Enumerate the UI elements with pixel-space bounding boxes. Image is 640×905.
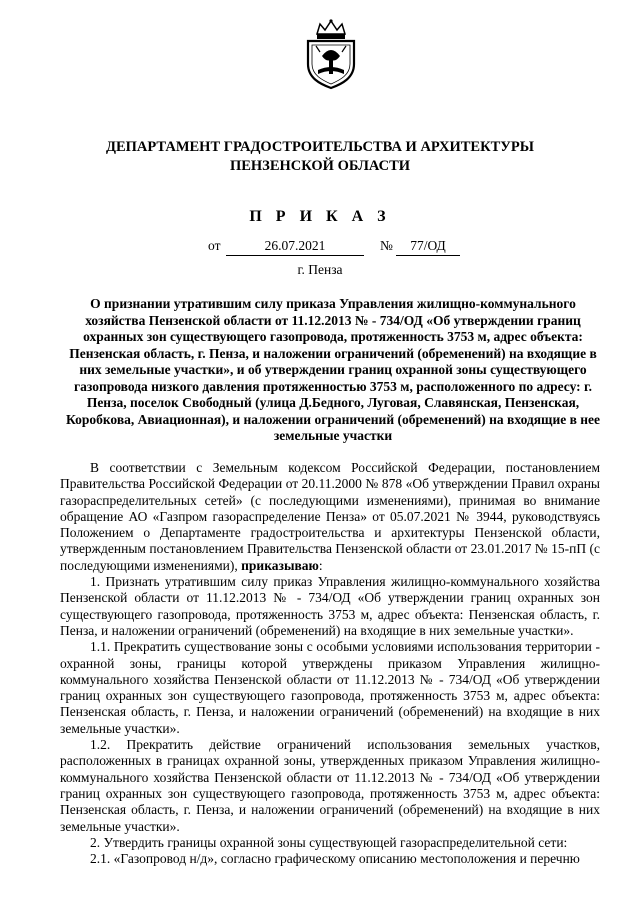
preamble-paragraph — [60, 460, 600, 574]
order-body — [60, 460, 600, 867]
department-line-1: ДЕПАРТАМЕНТ ГРАДОСТРОИТЕЛЬСТВА И АРХИТЕКТУРЫ — [105, 139, 535, 155]
paragraph-2-1: 2.1. «Газопровод н/д», согласно графическому описанию местоположения и перечню — [90, 851, 580, 867]
order-date-number-line — [0, 238, 640, 258]
order-number: 77/ОД — [396, 238, 460, 256]
coat-of-arms-icon — [300, 18, 362, 90]
order-subject: О признании утратившим силу приказа Управления жилищно-коммунального хозяйства Пензенской области от 11.12.2013 № - 734/ОД «Об утверждении границ охранных зон существующего газопровода, протяженность 3753 м, адрес объекта: Пензенская область, г. Пенза, и наложении ограничений (обременений) на входящие в них земельные участки», и об утверждении границ охранной зоны существующего газопровода низкого давления протяженностью 3753 м, расположенного по адресу: г. Пенза, поселок Свободный (улица Д.Бедного, Луговая, Славянская, Пензенская, Коробкова, Авиационная), и наложении ограничений (обременений) на входящие в нее земельные участки — [65, 296, 601, 443]
order-date-label: от — [208, 238, 221, 253]
order-number-label: № — [380, 238, 393, 253]
department-name — [0, 138, 640, 176]
paragraph-1: 1. Признать утратившим силу приказ Управления жилищно-коммунального хозяйства Пензенской области от 11.12.2013 № - 734/ОД «Об утверждении границ охранных зон существующего газопровода, протяженность 3753 м, адрес объекта: Пензенская область, г. Пенза, и наложении ограничений (обременений) на входящие в них земельные участки». — [60, 574, 600, 638]
order-keyword: приказываю — [241, 557, 319, 573]
department-line-2: ПЕНЗЕНСКОЙ ОБЛАСТИ — [229, 158, 411, 174]
order-city: г. Пенза — [297, 262, 343, 277]
paragraph-1-1: 1.1. Прекратить существование зоны с особыми условиями использования территории - охранной зоны, границы которой утверждены приказом Управления жилищно-коммунального хозяйства Пензенской области от 11.12.2013 № - 734/ОД «Об утверждении границ охранных зон существующего газопровода, протяженность 3753 м, адрес объекта: Пензенская область, г. Пенза, и наложении ограничений (обременений) на входящие в них земельные участки». — [60, 639, 600, 736]
preamble-end: : — [318, 557, 323, 573]
paragraph-1-2: 1.2. Прекратить действие ограничений использования земельных участков, расположенных в границах охранной зоны, утвержденных приказом Управления жилищно-коммунального хозяйства Пензенской области от 11.12.2013 № - 734/ОД «Об утверждении границ охранных зон существующего газопровода, протяженность 3753 м, адрес объекта: Пензенская область, г. Пенза, и наложении ограничений (обременений) на входящие в них земельные участки». — [60, 737, 600, 834]
paragraph-2: 2. Утвердить границы охранной зоны существующей газораспределительной сети: — [90, 834, 568, 850]
preamble-text: В соответствии с Земельным кодексом Российской Федерации, постановлением Правительства Российской Федерации от 20.11.2000 № 878 «Об утверждении Правил охраны газораспределительных сетей» (с последующими изменениями), принимая во внимание обращение АО «Газпром газораспределение Пенза» от 05.07.2021 № 3944, руководствуясь Положением о Департаменте градостроительства и архитектуры Пензенской области, утвержденным постановлением Правительства Пензенской области от 23.01.2017 № 15-пП (с последующими изменениями), — [60, 460, 600, 573]
order-date: 26.07.2021 — [226, 238, 364, 256]
order-title: П Р И К А З — [249, 208, 391, 225]
